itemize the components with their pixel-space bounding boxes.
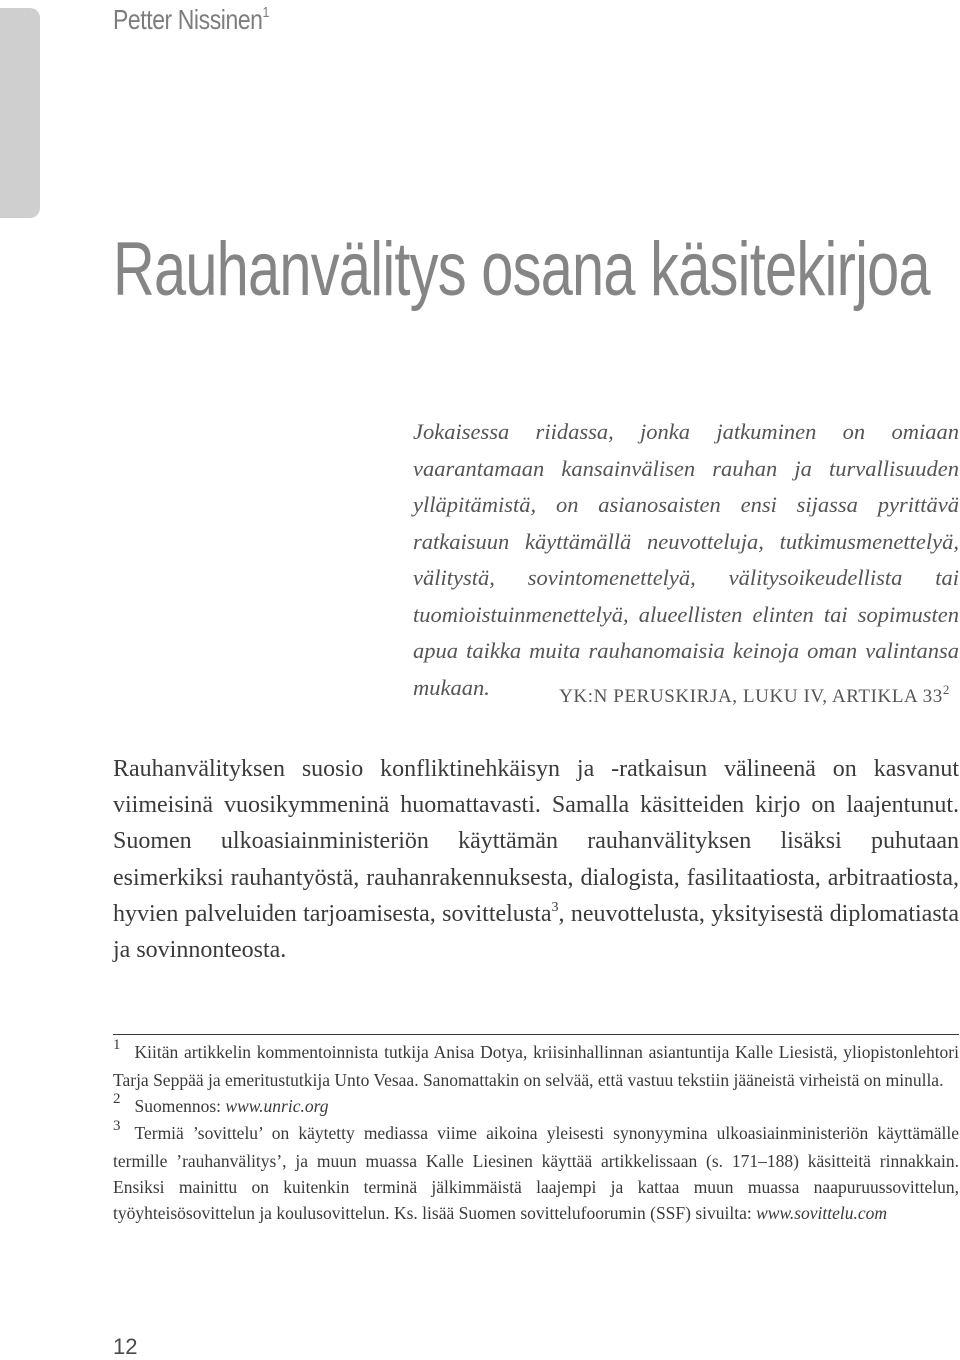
body-footnote-ref: 3 — [551, 899, 559, 915]
article-title: Rauhanvälitys osana käsitekirjoa — [113, 227, 930, 312]
epigraph-source — [559, 682, 950, 708]
footnote — [113, 1118, 959, 1226]
footnote-number: 3 — [113, 1118, 121, 1135]
body-text-part2: , neuvottelusta, yksityisestä diplomatiasta ja sovinnonteosta. — [113, 900, 959, 964]
footnote — [113, 1090, 959, 1122]
epigraph-quote: Jokaisessa riidassa, jonka jatkuminen on omiaan vaarantamaan kansainvälisen rauhan ja turvallisuuden ylläpitämistä, on asianosaisten ensi sijassa pyrittävä ratkaisuun käyttämällä neuvotteluja, tutkimusmenettelyä, välitystä, sovintomenettelyä, välitysoikeudellista tai tuomioistuinmenettelyä, alueellisten elinten tai sopimusten apua taikka muita rauhanomaisia keinoja oman valintansa mukaan. — [413, 419, 959, 700]
footnote-text: Suomennos: — [134, 1095, 226, 1116]
footnote-text: Termiä ’sovittelu’ on käytetty mediassa viime aikoina yleisesti synonyymina ulkoasiainministeriön käyttämälle termille ’rauhanvälitys’, ja muun muassa Kalle Liesinen käyttää artikkelissaan (s. 171–188) käsitteitä rinnakkain. Ensiksi mainittu on kuitenkin terminä jälkimmäistä laajempi ja kattaa muun muassa naapuruussovittelun, työyhteisösovittelun ja koulusovittelun. Ks. lisää Suomen sovittelufoorumin (SSF) sivuilta: — [113, 1123, 959, 1223]
author-name — [113, 4, 269, 36]
side-tab-marker — [0, 8, 40, 218]
body-paragraph — [113, 751, 959, 968]
footnote-text: Kiitän artikkelin kommentoinnista tutkija Anisa Dotya, kriisinhallinnan asiantuntija Kalle Liesistä, yliopistonlehtori Tarja Seppää ja emeritustutkija Unto Vesaa. Sanomattakin on selvää, että vastuu tekstiin jääneistä virheistä on minulla. — [113, 1042, 959, 1090]
footnote-link[interactable]: www.unric.org — [225, 1095, 329, 1116]
author-footnote-ref: 1 — [262, 4, 269, 21]
footnote-divider — [113, 1034, 959, 1035]
author-name-text: Petter Nissinen — [113, 4, 263, 35]
epigraph-footnote-ref: 2 — [942, 682, 950, 697]
footnotes — [113, 1037, 959, 1227]
footnote-number: 2 — [113, 1090, 121, 1107]
footnote-link[interactable]: www.sovittelu.com — [756, 1202, 888, 1223]
footnote-number: 1 — [113, 1037, 121, 1053]
page-number: 12 — [113, 1334, 138, 1359]
footnote — [113, 1037, 959, 1094]
epigraph-source-text: YK:N PERUSKIRJA, LUKU IV, ARTIKLA 33 — [559, 686, 943, 707]
body-text-part1: Rauhanvälityksen suosio konfliktinehkäisyn ja -ratkaisun välineenä on kasvanut viimeisinä vuosikymmeninä huomattavasti. Samalla käsitteiden kirjo on laajentunut. Suomen ulkoasiainministeriön käyttämän rauhanvälityksen lisäksi puhutaan esimerkiksi rauhantyöstä, rauhanrakennuksesta, dialogista, fasilitaatiosta, arbitraatiosta, hyvien palveluiden tarjoamisesta, sovittelusta — [113, 756, 959, 927]
